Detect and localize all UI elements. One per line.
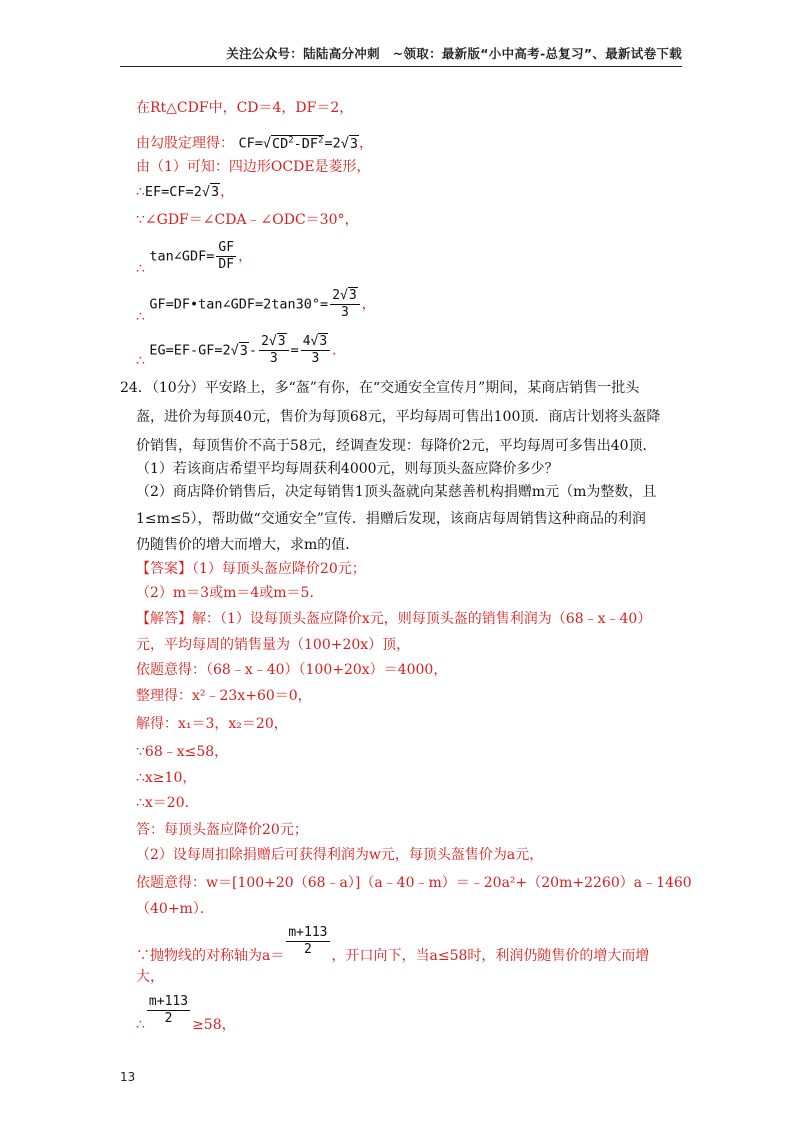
- solution-line-9: 答：每顶头盔应降价20元；: [136, 822, 308, 838]
- solution-line-5: 解得：x₁＝3，x₂＝20，: [136, 716, 288, 732]
- solution-line-4: 整理得：x²﹣23x+60＝0，: [136, 688, 312, 704]
- prev-line-7: ∴ GF=DF•tan∠GDF=2tan30°= $\frac{2√3}{3}$ ，: [136, 288, 376, 325]
- prev-line-5: ∵∠GDF＝∠CDA﹣∠ODC＝30°，: [136, 212, 359, 228]
- prev-line-3: 由（1）可知：四边形OCDE是菱形，: [136, 159, 371, 175]
- prev-line-2-prefix: 由勾股定理得：: [136, 135, 234, 152]
- solution-line-7: ∴x≥10，: [136, 770, 197, 786]
- prev-line-1: 在Rt△CDF中，CD＝4，DF＝2，: [136, 100, 354, 116]
- solution-line-15: [136, 994, 236, 1033]
- page-header: 关注公众号：陆陆高分冲刺 ~领取：最新版“小中高考-总复习”、最新试卷下载: [226, 46, 682, 61]
- symmetry-axis-suffix: ，开口向下，当a≤58时，利润仍随售价的增大而增: [331, 947, 650, 964]
- solution-line-14: 大，: [136, 969, 164, 985]
- q24-line-4: （1）若该商店希望平均每周获利4000元，则每顶头盔应降价多少？: [136, 461, 559, 477]
- inequality-denominator: 2: [164, 1011, 173, 1026]
- solution-line-3: 依题意得：（68﹣x﹣40）（100+20x）＝4000，: [136, 662, 448, 678]
- solution-line-10: （2）设每周扣除捐赠后可获得利润为w元，每顶头盔售价为a元，: [136, 847, 544, 863]
- q24-line-6: 1≤m≤5），帮助做“交通安全”宣传．捐赠后发现，该商店每周销售这种商品的利润: [136, 511, 646, 527]
- q24-line-3: 价销售，每顶售价不高于58元，经调查发现：每降价2元，平均每周可多售出40顶．: [136, 438, 657, 454]
- answer-line-1: 【答案】（1）每顶头盔应降价20元；: [136, 561, 366, 577]
- prev-line-4: ∴EF=CF=2√3，: [136, 184, 235, 200]
- solution-line-1: 【解答】解：（1）设每顶头盔应降价x元，则每顶头盔的销售利润为（68﹣x﹣40）: [136, 611, 652, 627]
- inequality-prefix: ∴: [136, 1016, 145, 1033]
- solution-line-2: 元，平均每周的销售量为（100+20x）顶，: [136, 637, 411, 653]
- answer-line-2: （2）m＝3或m＝4或m＝5．: [136, 585, 324, 601]
- q24-line-2: 盔，进价为每顶40元，售价为每顶68元，平均每周可售出100顶．商店计划将头盔降: [136, 409, 661, 425]
- q24-line-5: （2）商店降价销售后，决定每销售1顶头盔就向某慈善机构捐赠m元（m为整数，且: [136, 484, 657, 500]
- solution-line-6: ∵68﹣x≤58，: [136, 744, 229, 760]
- solution-line-11: 依题意得：w＝[100+20（68﹣a）]（a﹣40﹣m）＝﹣20a²+（20m+2260）a﹣1460: [136, 875, 692, 891]
- solution-line-13: [136, 925, 650, 964]
- q24-line-1: 24．（10分）平安路上，多“盔”有你，在“交通安全宣传月”期间，某商店销售一批头: [120, 380, 640, 396]
- solution-line-12: （40+m）．: [136, 901, 214, 917]
- q24-line-7: 仍随售价的增大而增大，求m的值．: [136, 537, 360, 553]
- prev-line-8: ∴ EG=EF-GF=2√3- $\frac{2√3}{3}$ = $\frac{4√3}{3}$ ．: [136, 334, 347, 369]
- prev-line-2: 由勾股定理得： $CF=√CD^2-DF^2=2√3$，: [136, 135, 373, 152]
- prev-line-6: ∴ tan∠GDF= $\frac{GF}{DF}$ ，: [136, 240, 253, 277]
- pythagoras-formula: $CF=√CD^2-DF^2=2√3$: [238, 135, 358, 152]
- symmetry-axis-prefix: ∵抛物线的对称轴为a＝: [136, 947, 285, 964]
- inequality-suffix: ≥58，: [192, 1016, 236, 1033]
- solution-line-8: ∴x＝20．: [136, 795, 199, 811]
- symmetry-axis-numerator: m+113: [288, 925, 328, 940]
- symmetry-axis-denominator: 2: [304, 942, 312, 957]
- inequality-numerator: m+113: [148, 994, 189, 1009]
- page-number: 13: [120, 1070, 136, 1084]
- header-rule: [120, 66, 682, 67]
